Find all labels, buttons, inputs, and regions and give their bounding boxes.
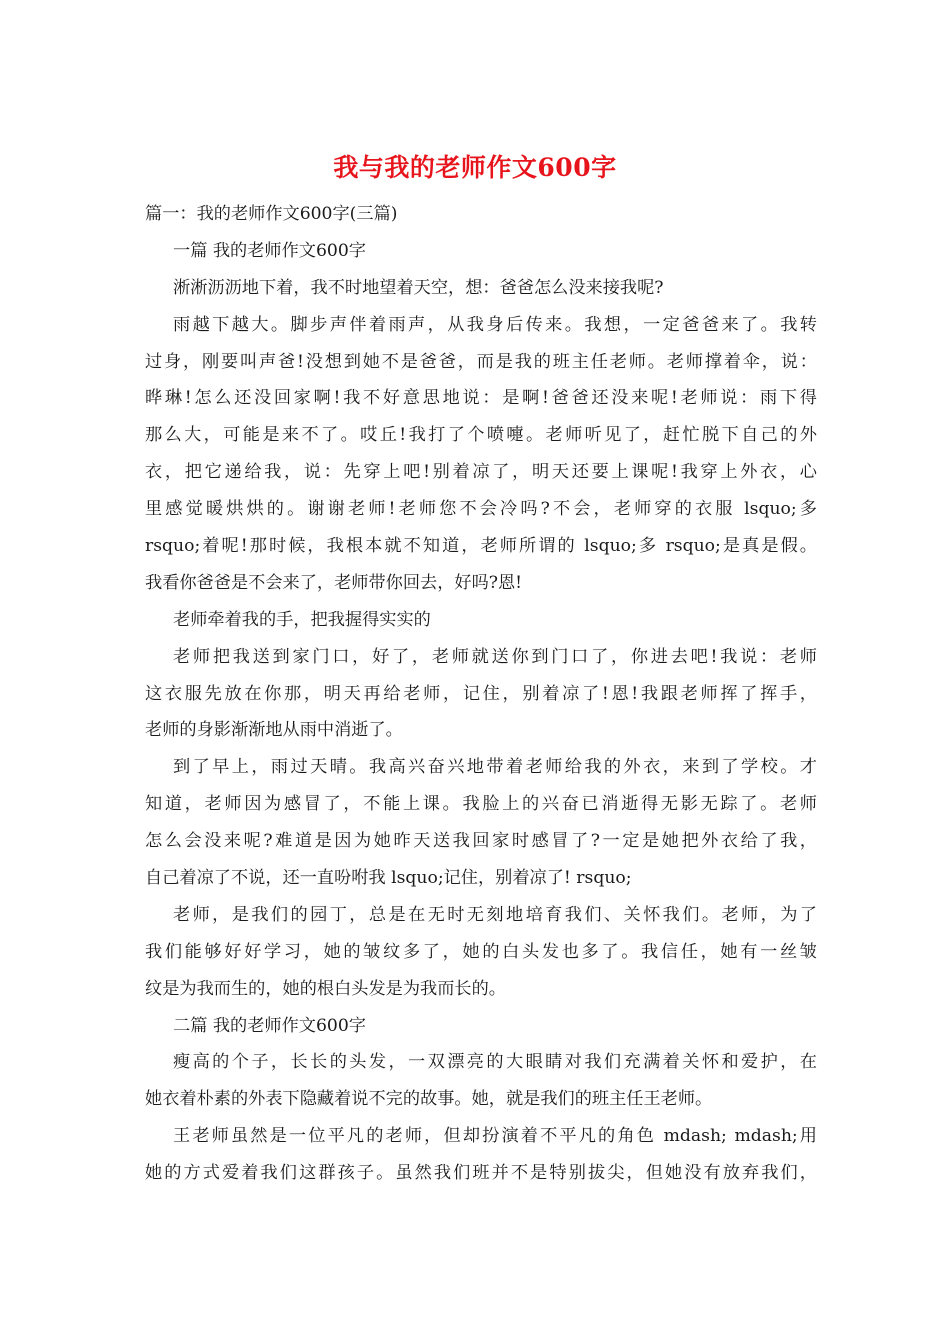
text-line: 王老师虽然是一位平凡的老师，但却扮演着不平凡的角色 mdash; mdash;用 (173, 1126, 817, 1147)
text-line: 我们能够好好学习，她的皱纹多了，她的白头发也多了。我信任，她有一丝皱 (145, 941, 817, 962)
text-line: 衣，把它递给我，说：先穿上吧!别着凉了，明天还要上课呢!我穿上外衣，心 (145, 462, 817, 483)
text-line: 这衣服先放在你那，明天再给老师，记住，别着凉了!恩!我跟老师挥了挥手， (145, 683, 817, 704)
text-line: 过身，刚要叫声爸!没想到她不是爸爸，而是我的班主任老师。老师撑着伞，说： (145, 351, 817, 372)
text-line: 怎么会没来呢?难道是因为她昨天送我回家时感冒了?一定是她把外衣给了我， (145, 831, 817, 852)
text-line: rsquo;着呢!那时候，我根本就不知道，老师所谓的 lsquo;多 rsquo;是真是假。 (145, 536, 817, 557)
text-line: 我看你爸爸是不会来了，老师带你回去，好吗?恩! (145, 572, 523, 593)
text-line: 那么大，可能是来不了。哎丘!我打了个喷嚏。老师听见了，赶忙脱下自己的外 (145, 425, 817, 446)
text-line: 二篇 我的老师作文600字 (173, 1015, 366, 1036)
text-line: 纹是为我而生的，她的根白头发是为我而长的。 (145, 978, 506, 999)
text-line: 她的方式爱着我们这群孩子。虽然我们班并不是特别拔尖，但她没有放弃我们， (145, 1163, 817, 1184)
text-line: 老师的身影渐渐地从雨中消逝了。 (145, 720, 403, 741)
text-line: 雨越下越大。脚步声伴着雨声，从我身后传来。我想，一定爸爸来了。我转 (173, 314, 817, 335)
text-line: 晔琳!怎么还没回家啊!我不好意思地说：是啊!爸爸还没来呢!老师说：雨下得 (145, 388, 817, 409)
text-line: 淅淅沥沥地下着，我不时地望着天空，想：爸爸怎么没来接我呢? (173, 277, 664, 298)
text-line: 老师把我送到家门口，好了，老师就送你到门口了，你进去吧!我说：老师 (173, 646, 817, 667)
text-line: 到了早上，雨过天晴。我高兴奋兴地带着老师给我的外衣，来到了学校。才 (173, 757, 817, 778)
document-body (145, 196, 817, 1192)
text-line: 一篇 我的老师作文600字 (173, 240, 366, 261)
text-line: 瘦高的个子，长长的头发，一双漂亮的大眼睛对我们充满着关怀和爱护，在 (173, 1052, 817, 1073)
document-title: 我与我的老师作文600字 (333, 153, 617, 182)
text-line: 篇一：我的老师作文600字(三篇) (145, 204, 398, 224)
text-line: 她衣着朴素的外表下隐藏着说不完的故事。她，就是我们的班主任王老师。 (145, 1089, 713, 1110)
text-line: 知道，老师因为感冒了，不能上课。我脸上的兴奋已消逝得无影无踪了。老师 (145, 794, 817, 815)
text-line: 自己着凉了不说，还一直吩咐我 lsquo;记住，别着凉了! rsquo; (145, 868, 632, 889)
text-line: 老师，是我们的园丁，总是在无时无刻地培育我们、关怀我们。老师，为了 (173, 904, 817, 925)
text-line: 老师牵着我的手，把我握得实实的 (173, 609, 431, 630)
text-line: 里感觉暖烘烘的。谢谢老师!老师您不会冷吗?不会，老师穿的衣服 lsquo;多 (145, 499, 817, 520)
